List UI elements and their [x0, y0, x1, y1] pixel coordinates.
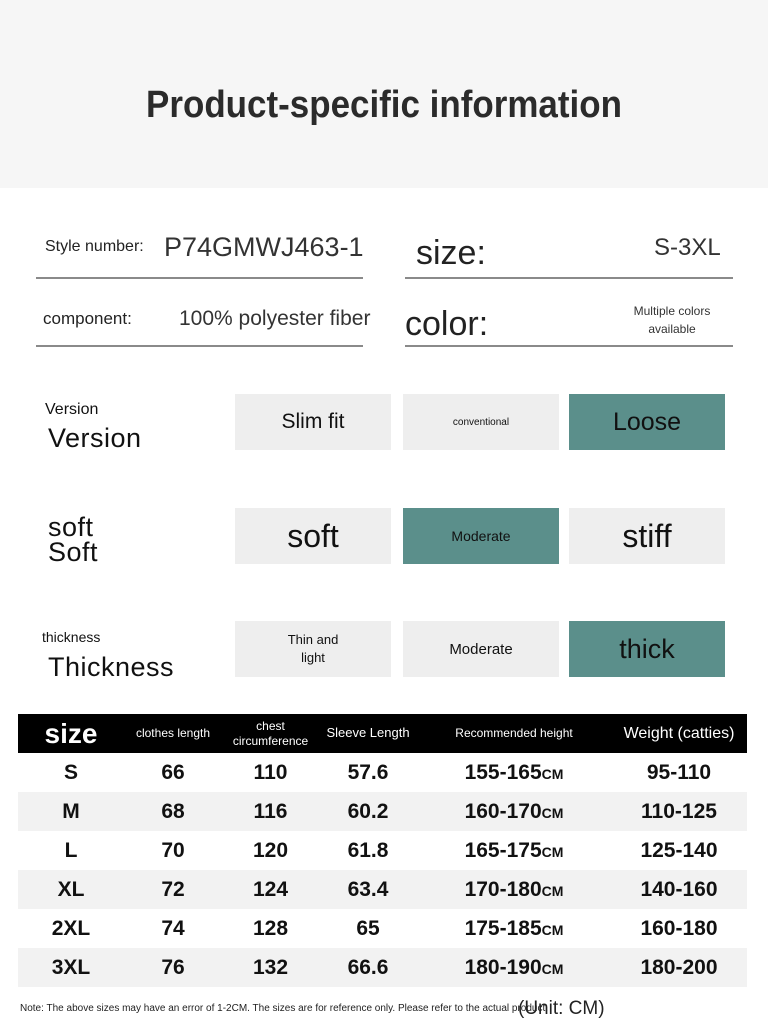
softness-option-stiff[interactable]: stiff [569, 508, 725, 564]
softness-label: Soft [48, 537, 99, 567]
thickness-label-small: thickness [42, 629, 101, 645]
divider-line [405, 345, 733, 347]
version-label-small: Version [45, 401, 99, 418]
softness-option-soft[interactable]: soft [235, 508, 391, 564]
size-note: Note: The above sizes may have an error of 1-2CM. The sizes are for reference only. Please refer to the actual product. [20, 1003, 549, 1014]
length-cell: 76 [124, 948, 222, 987]
sleeve-cell: 61.8 [347, 838, 389, 862]
height-value: 170-180 [464, 877, 542, 901]
height-value: 165-175 [464, 838, 542, 862]
thickness-option-thick[interactable]: thick [569, 621, 725, 677]
height-unit: CM [541, 882, 564, 899]
chest-cell: 124 [222, 870, 319, 909]
softness-option-moderate[interactable]: Moderate [403, 508, 559, 564]
weight-cell: 110-125 [611, 792, 747, 831]
size-cell: 3XL [18, 948, 124, 987]
size-value: S-3XL [654, 234, 721, 261]
height-cell [417, 831, 611, 870]
sleeve-cell: 66.6 [319, 948, 417, 987]
column-header-recommended-height: Recommended height [417, 714, 611, 753]
height-cell [417, 948, 611, 987]
chest-cell: 128 [252, 916, 289, 940]
header-banner [0, 0, 768, 188]
length-cell: 68 [124, 792, 222, 831]
height-cell [417, 870, 611, 909]
table-row [18, 948, 747, 987]
column-header-sleeve-length: Sleeve Length [319, 714, 417, 753]
component-value: 100% polyester fiber [179, 307, 371, 330]
height-cell [417, 792, 611, 831]
sleeve-cell: 57.6 [347, 760, 389, 784]
chest-cell: 120 [252, 838, 289, 862]
sleeve-cell: 63.4 [319, 870, 417, 909]
length-cell: 74 [161, 916, 185, 940]
height-cell [417, 753, 611, 792]
version-option-slim-fit[interactable]: Slim fit [235, 394, 391, 450]
weight-cell: 140-160 [611, 870, 747, 909]
chest-cell: 116 [222, 792, 319, 831]
size-cell: S [63, 760, 78, 784]
height-unit: CM [541, 921, 564, 938]
unit-label: (Unit: CM) [518, 998, 605, 1019]
divider-line [36, 345, 363, 347]
table-row [18, 909, 747, 948]
height-cell [417, 909, 611, 948]
height-unit: CM [541, 765, 564, 782]
weight-cell: 95-110 [646, 760, 712, 784]
column-header-chest-circumference: chest circumference [222, 714, 319, 753]
sleeve-cell: 60.2 [319, 792, 417, 831]
thickness-label: Thickness [48, 652, 175, 682]
length-cell: 66 [161, 760, 185, 784]
size-cell: XL [18, 870, 124, 909]
weight-cell: 180-200 [611, 948, 747, 987]
version-option-conventional[interactable]: conventional [403, 394, 559, 450]
size-cell: M [18, 792, 124, 831]
weight-cell: 160-180 [640, 916, 718, 940]
page-title: Product-specific information [146, 84, 622, 126]
divider-line [405, 277, 733, 279]
column-header-weight: Weight (catties) [611, 714, 747, 753]
version-option-loose[interactable]: Loose [569, 394, 725, 450]
color-value: Multiple colors available [633, 304, 711, 336]
version-label: Version [48, 423, 142, 453]
height-value: 160-170 [464, 799, 542, 823]
style-number-value: P74GMWJ463-1 [164, 232, 364, 262]
height-value: 180-190 [464, 955, 542, 979]
size-cell: L [64, 838, 78, 862]
height-value: 155-165 [464, 760, 542, 784]
column-header-size: size [18, 714, 124, 753]
column-header-clothes-length: clothes length [124, 714, 222, 753]
height-unit: CM [541, 960, 564, 977]
size-cell: 2XL [51, 916, 91, 940]
length-cell: 70 [161, 838, 185, 862]
table-row [18, 870, 747, 909]
chest-cell: 110 [253, 760, 288, 784]
thickness-option-moderate[interactable]: Moderate [403, 621, 559, 677]
height-unit: CM [541, 843, 564, 860]
weight-cell: 125-140 [640, 838, 718, 862]
color-label: color: [405, 305, 489, 343]
softness-label-small: soft [48, 512, 94, 542]
length-cell: 72 [124, 870, 222, 909]
table-row [18, 753, 747, 792]
table-row [18, 792, 747, 831]
component-label: component: [43, 309, 132, 328]
size-chart-table [18, 714, 747, 987]
height-unit: CM [541, 804, 564, 821]
sleeve-cell: 65 [356, 916, 380, 940]
size-label: size: [416, 234, 486, 272]
style-number-label: Style number: [45, 238, 144, 255]
table-header-row [18, 714, 747, 753]
divider-line [36, 277, 363, 279]
chest-cell: 132 [222, 948, 319, 987]
table-row [18, 831, 747, 870]
height-value: 175-185 [464, 916, 542, 940]
thickness-option-thin-and-light[interactable]: Thin and light [235, 621, 391, 677]
